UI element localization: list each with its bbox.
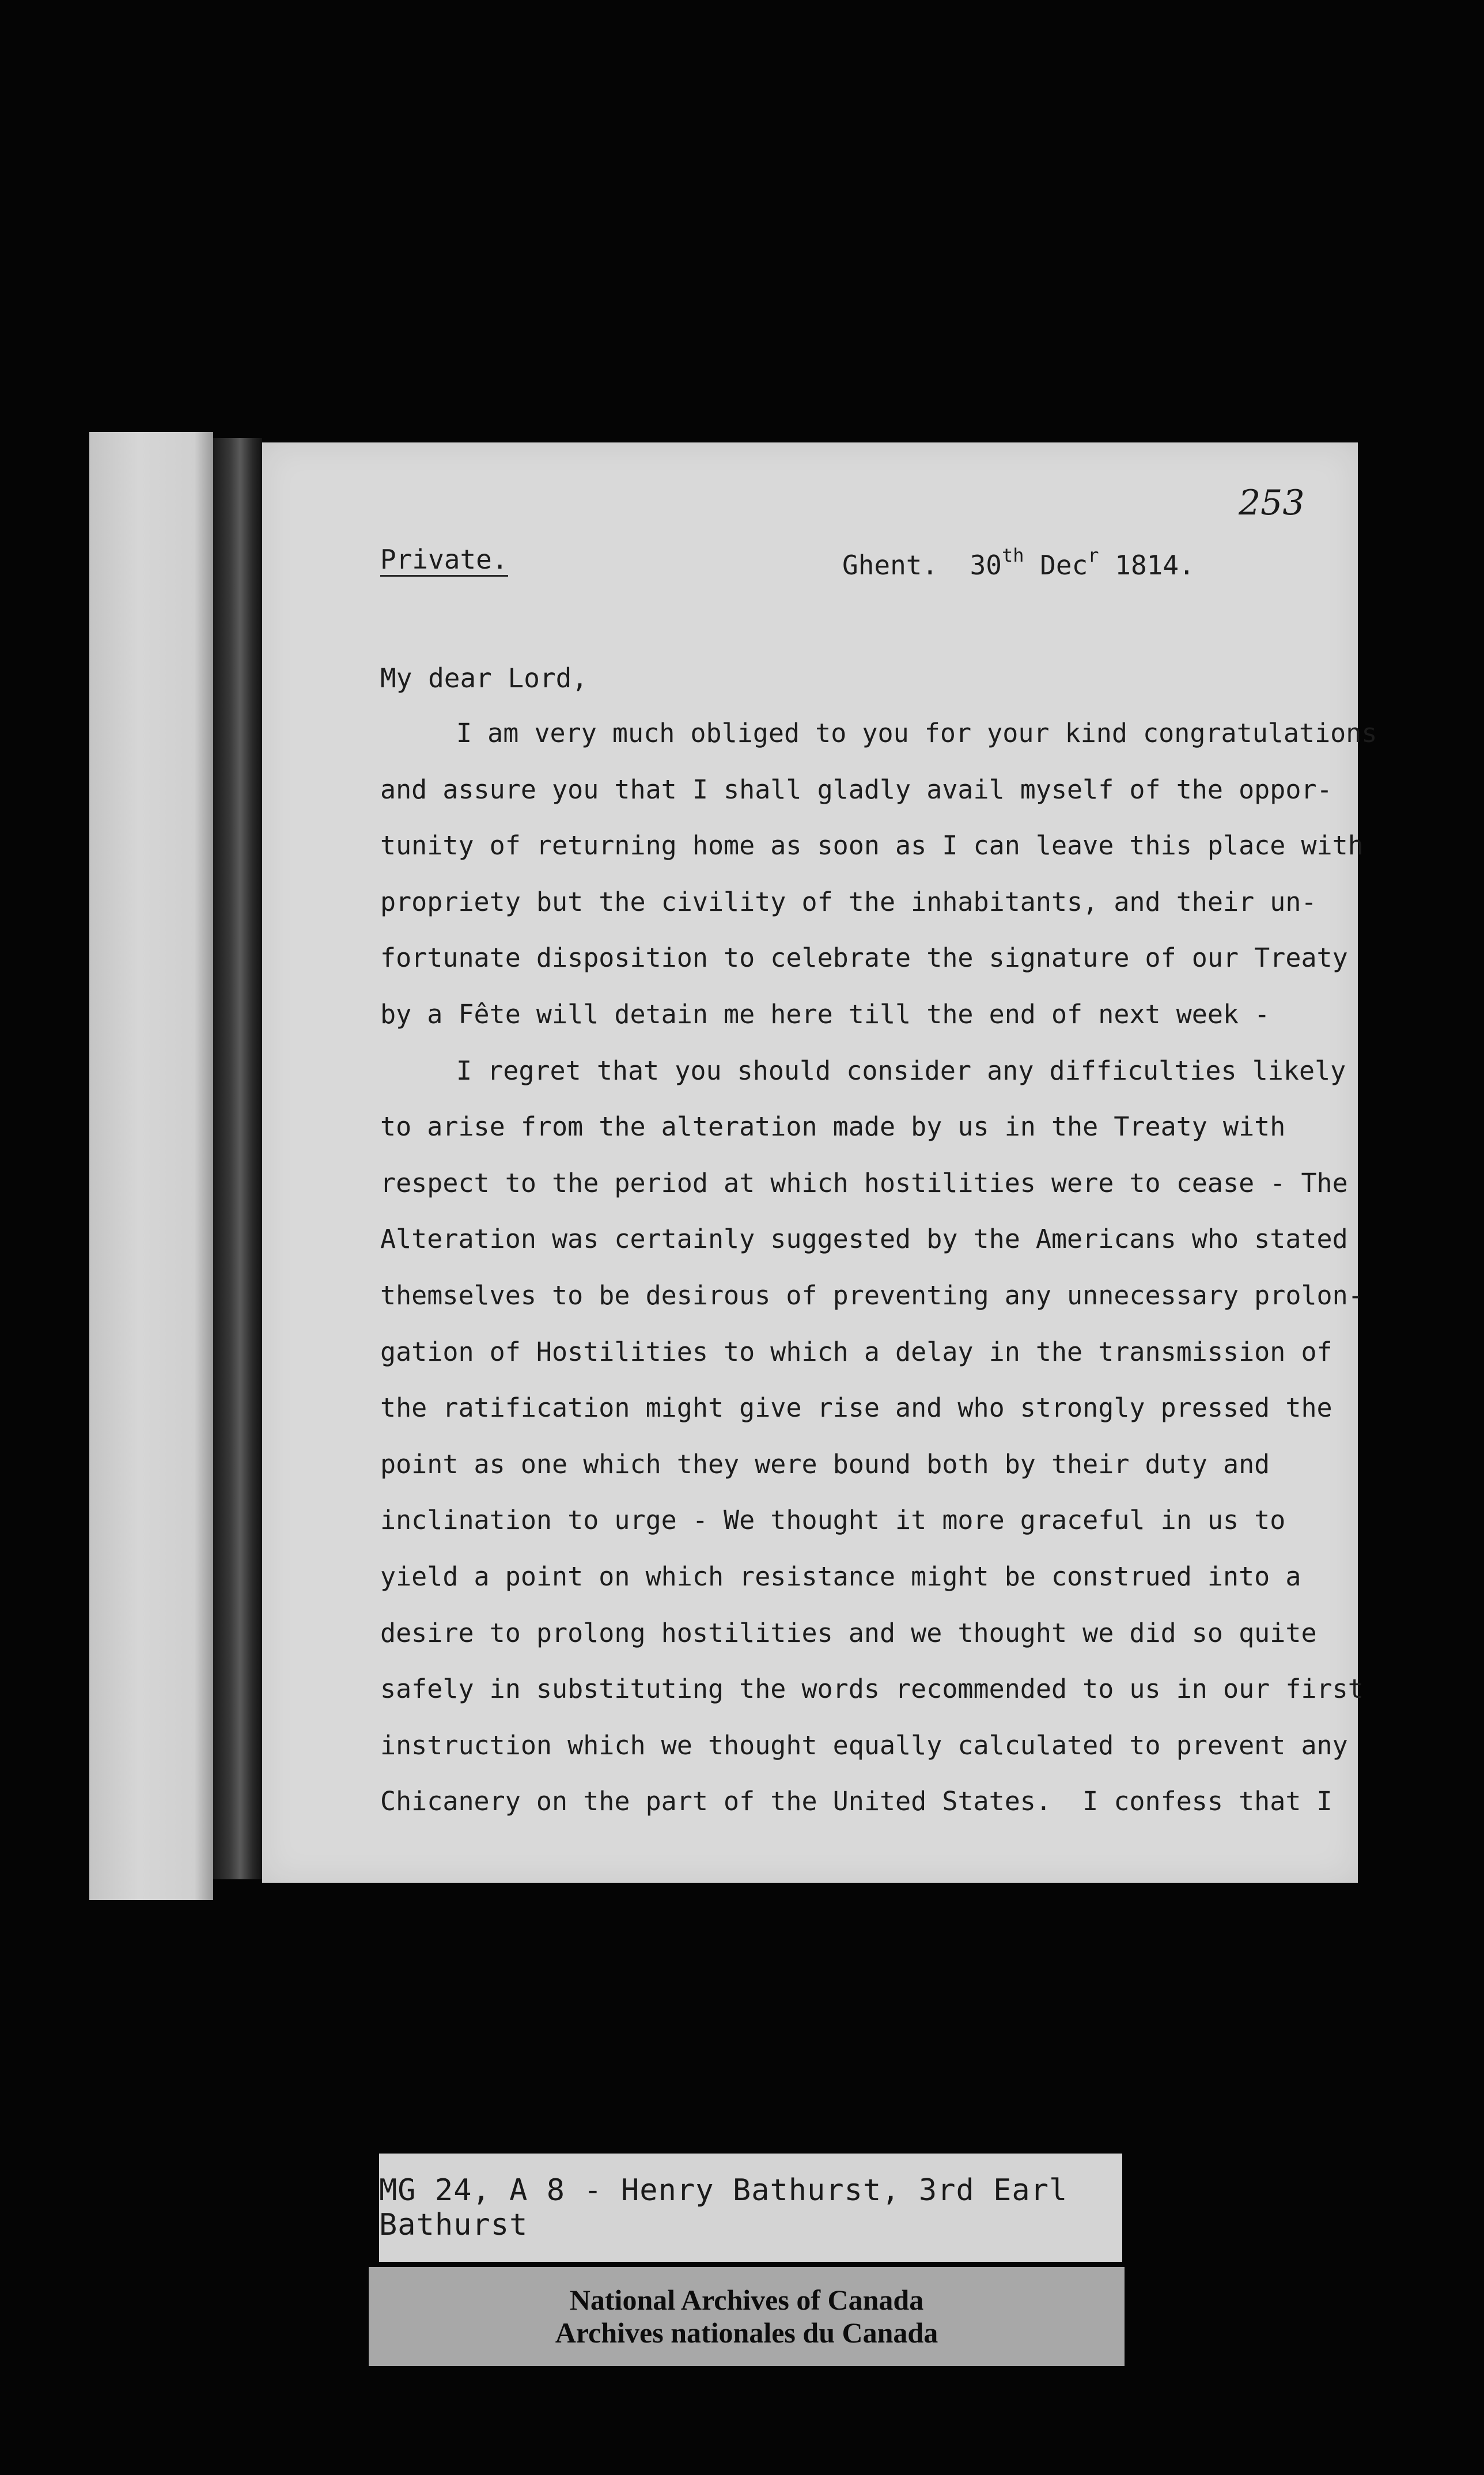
book-binding — [213, 438, 262, 1879]
letter-line: fortunate disposition to celebrate the signature of our Treaty — [380, 943, 1348, 974]
letter-date — [842, 544, 1195, 581]
letter-line: Chicanery on the part of the United States. I confess that I — [380, 1786, 1332, 1817]
letter-line: respect to the period at which hostilities were to cease - The — [380, 1167, 1348, 1198]
letter-line: by a Fête will detain me here till the end of next week - — [380, 998, 1270, 1030]
letter-line: the ratification might give rise and who strongly pressed the — [380, 1392, 1332, 1424]
letter-line: and assure you that I shall gladly avail myself of the oppor- — [380, 774, 1332, 805]
archives-name-french: Archives nationales du Canada — [555, 2317, 938, 2349]
letter-line: to arise from the alteration made by us in the Treaty with — [380, 1111, 1286, 1142]
letter-line: point as one which they were bound both by their duty and — [380, 1448, 1270, 1479]
letter-body — [380, 716, 1377, 1841]
archives-label — [369, 2267, 1125, 2366]
letter-line: tunity of returning home as soon as I can leave this place with — [380, 830, 1364, 861]
day: 30 — [970, 550, 1002, 581]
month: Dec — [1040, 550, 1088, 581]
place: Ghent. — [842, 550, 938, 581]
month-suffix: r — [1088, 544, 1099, 566]
letter-line: safely in substituting the words recommended to us in our first — [380, 1674, 1364, 1705]
private-label: Private. — [380, 544, 508, 577]
reference-label: MG 24, A 8 - Henry Bathurst, 3rd Earl Bathurst — [379, 2154, 1122, 2262]
letter-line: yield a point on which resistance might be construed into a — [380, 1561, 1301, 1592]
letter-line: instruction which we thought equally calculated to prevent any — [380, 1730, 1348, 1761]
letter-line: desire to prolong hostilities and we thought we did so quite — [380, 1617, 1317, 1648]
year: 1814. — [1115, 550, 1195, 581]
archives-name-english: National Archives of Canada — [569, 2283, 924, 2316]
letter-line: propriety but the civility of the inhabitants, and their un- — [380, 886, 1317, 917]
previous-page-edge — [89, 432, 213, 1900]
letter-line: inclination to urge - We thought it more graceful in us to — [380, 1505, 1286, 1536]
day-suffix: th — [1001, 544, 1024, 566]
folio-number: 253 — [1239, 483, 1305, 523]
letter-line: themselves to be desirous of preventing any unnecessary prolon- — [380, 1280, 1364, 1311]
letter-line: gation of Hostilities to which a delay in the transmission of — [380, 1336, 1332, 1367]
letter-line: I am very much obliged to you for your kind congratulations — [456, 718, 1377, 748]
letter-line: Alteration was certainly suggested by the Americans who stated — [380, 1224, 1348, 1255]
salutation: My dear Lord, — [380, 663, 588, 694]
letter-line: I regret that you should consider any difficulties likely — [456, 1055, 1346, 1086]
